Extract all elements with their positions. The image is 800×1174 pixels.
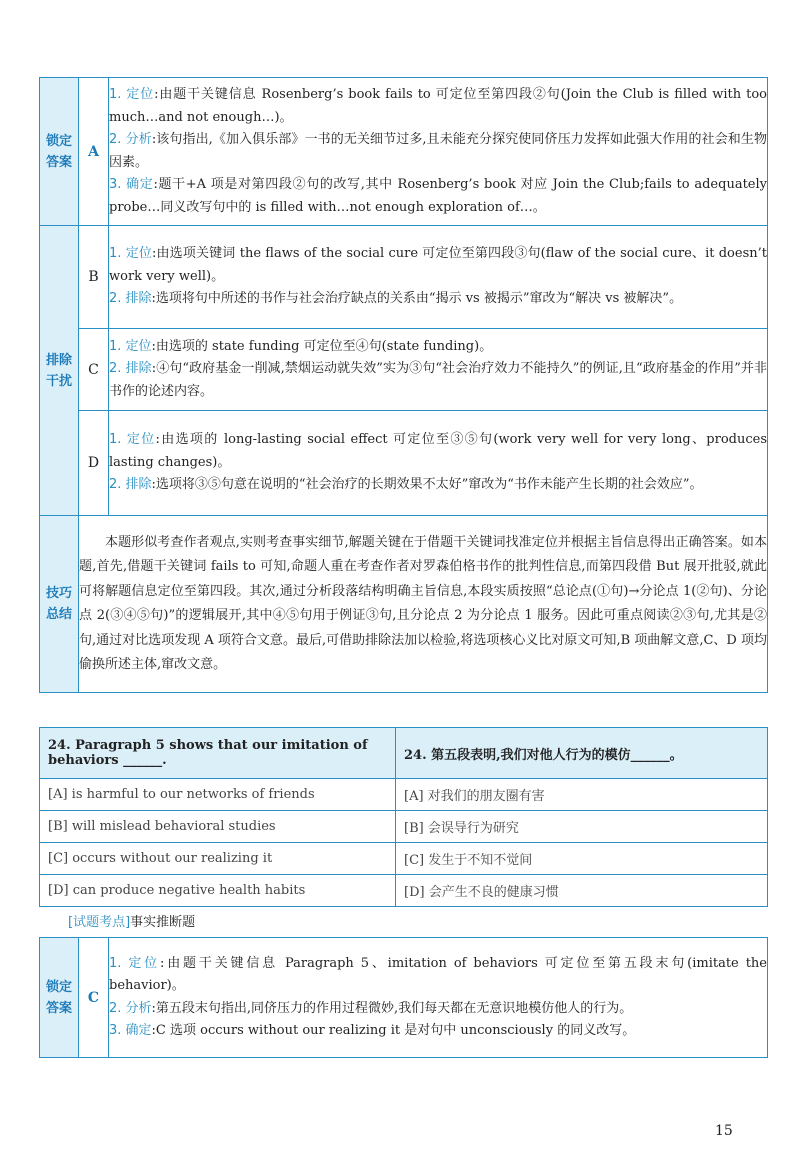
option-letter: B (79, 226, 109, 329)
option-letter: C (79, 329, 109, 411)
analysis-table-q24 (39, 937, 768, 1058)
option-en: [C] occurs without our realizing it (40, 843, 396, 875)
question-24-table (39, 727, 768, 907)
option-letter: D (79, 411, 109, 516)
lock-answer-label: 锁定 答案 (40, 78, 79, 226)
lock-answer-label: 锁定 答案 (40, 938, 79, 1058)
option-en: [D] can produce negative health habits (40, 875, 396, 907)
option-zh: [B] 会误导行为研究 (396, 811, 768, 843)
exclude-label: 排除 干扰 (40, 226, 79, 516)
option-en: [A] is harmful to our networks of friends (40, 779, 396, 811)
step-line: 1. 定位:由题干关键信息 Rosenberg’s book fails to 可定位至第四段②句(Join the Club is filled with too much…and not enough…)。 (109, 87, 767, 125)
step-line: 3. 确定:题干+A 项是对第四段②句的改写,其中 Rosenberg’s book 对应 Join the Club;fails to adequately probe…同义改写句中的 is filled with…not enough exploration of…。 (109, 177, 767, 215)
option-en: [B] will mislead behavioral studies (40, 811, 396, 843)
exclude-content: 1. 定位:由选项的 long-lasting social effect 可定位至③⑤句(work very well for very long、produces lasting changes)。 2. 排除:选项将③⑤句意在说明的“社会治疗的长期效果不太好”窜改为“书作未能产生长期的社会效应”。 (109, 411, 768, 516)
correct-letter: A (79, 78, 109, 226)
exam-point-label: [试题考点] (68, 915, 131, 930)
summary-content: 本题形似考查作者观点,实则考查事实细节,解题关键在于借题干关键词找准定位并根据主旨信息得出正确答案。如本题,首先,借题干关键词 fails to 可知,命题人重在考查作者对罗森伯格书作的批判性信息,而第四段借 But 展开批驳,就此可将解题信息定位至第四段。其次,通过分析段落结构明确主旨信息,本段实质按照“总论点(①句)→分论点 1(②句)、分论点 2(③④⑤句)”的逻辑展开,其中④⑤句用于例证③句,且分论点 2 为分论点 1 服务。因此可重点阅读②③句,尤其是②句,通过对比选项发现 A 项符合文意。最后,可借助排除法加以检验,将选项核心义比对原文可知,B 项曲解文意,C、D 项均偷换所述主体,窜改文意。 (79, 516, 768, 693)
summary-label: 技巧 总结 (40, 516, 79, 693)
question-stem-zh: 24. 第五段表明,我们对他人行为的模仿______。 (396, 728, 768, 779)
exam-point (68, 911, 195, 930)
page-number: 15 (715, 1123, 733, 1139)
step-line: 2. 分析:该句指出,《加入俱乐部》一书的无关细节过多,且未能充分探究使同侪压力发挥如此强大作用的社会和生物因素。 (109, 132, 767, 170)
analysis-table-q23 (39, 77, 768, 693)
exclude-content: 1. 定位:由选项的 state funding 可定位至④句(state funding)。 2. 排除:④句“政府基金一削减,禁烟运动就失效”实为③句“社会治疗效力不能持久”的例证,且“政府基金的作用”并非书作的论述内容。 (109, 329, 768, 411)
lock-answer-content (109, 938, 768, 1058)
correct-letter: C (79, 938, 109, 1058)
option-zh: [A] 对我们的朋友圈有害 (396, 779, 768, 811)
option-zh: [D] 会产生不良的健康习惯 (396, 875, 768, 907)
lock-answer-content (109, 78, 768, 226)
step-line: 1. 定位:由题干关键信息 Paragraph 5、imitation of behaviors 可定位至第五段末句(imitate the behavior)。 (109, 955, 767, 993)
question-stem-en: 24. Paragraph 5 shows that our imitation of behaviors ______. (40, 728, 396, 779)
step-line: 3. 确定:C 选项 occurs without our realizing it 是对句中 unconsciously 的同义改写。 (109, 1023, 636, 1038)
exclude-content: 1. 定位:由选项关键词 the flaws of the social cure 可定位至第四段③句(flaw of the social cure、it doesn’t work very well)。 2. 排除:选项将句中所述的书作与社会治疗缺点的关系由“揭示 vs 被揭示”窜改为“解决 vs 被解决”。 (109, 226, 768, 329)
step-line: 2. 分析:第五段末句指出,同侪压力的作用过程微妙,我们每天都在无意识地模仿他人的行为。 (109, 1000, 633, 1016)
exam-point-value: 事实推断题 (130, 915, 196, 930)
option-zh: [C] 发生于不知不觉间 (396, 843, 768, 875)
